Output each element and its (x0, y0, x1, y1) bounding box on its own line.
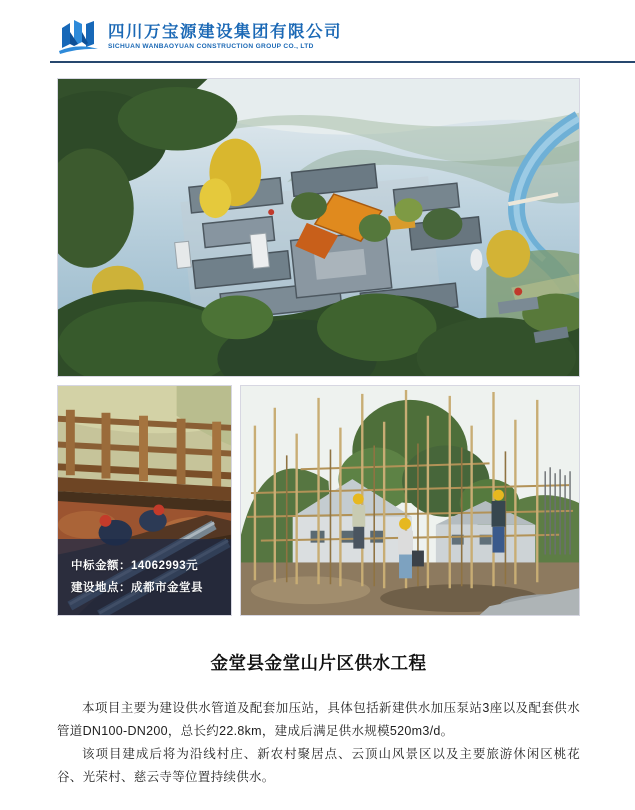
company-name-block (108, 22, 342, 52)
photo-pipeline-work (57, 385, 232, 616)
header-divider (50, 61, 635, 63)
site-header (57, 17, 342, 57)
photo-temple-aerial (57, 78, 580, 377)
location-text: 建设地点：成都市金堂县 (71, 581, 203, 594)
photo-construction-site (240, 385, 580, 616)
company-logo-icon (57, 17, 100, 57)
article-body (57, 697, 580, 789)
photo-caption-overlay (58, 539, 231, 615)
company-name-en: SICHUAN WANBAOYUAN CONSTRUCTION GROUP CO., LTD (108, 43, 314, 50)
article-content (57, 78, 580, 789)
paragraph-project-scope: 本项目主要为建设供水管道及配套加压站，具体包括新建供水加压泵站3座以及配套供水管道DN100-DN200，总长约22.8km，建成后满足供水规模520m3/d。 (57, 701, 580, 738)
company-name-zh: 四川万宝源建设集团有限公司 (108, 23, 342, 41)
bid-amount-text: 中标金额：14062993元 (71, 559, 199, 572)
photo-row (57, 385, 580, 616)
paragraph-project-benefit: 该项目建成后将为沿线村庄、新农村聚居点、云顶山风景区以及主要旅游休闲区桃花谷、光荣村、慈云寺等位置持续供水。 (57, 747, 580, 784)
article-title: 金堂县金堂山片区供水工程 (210, 653, 427, 673)
